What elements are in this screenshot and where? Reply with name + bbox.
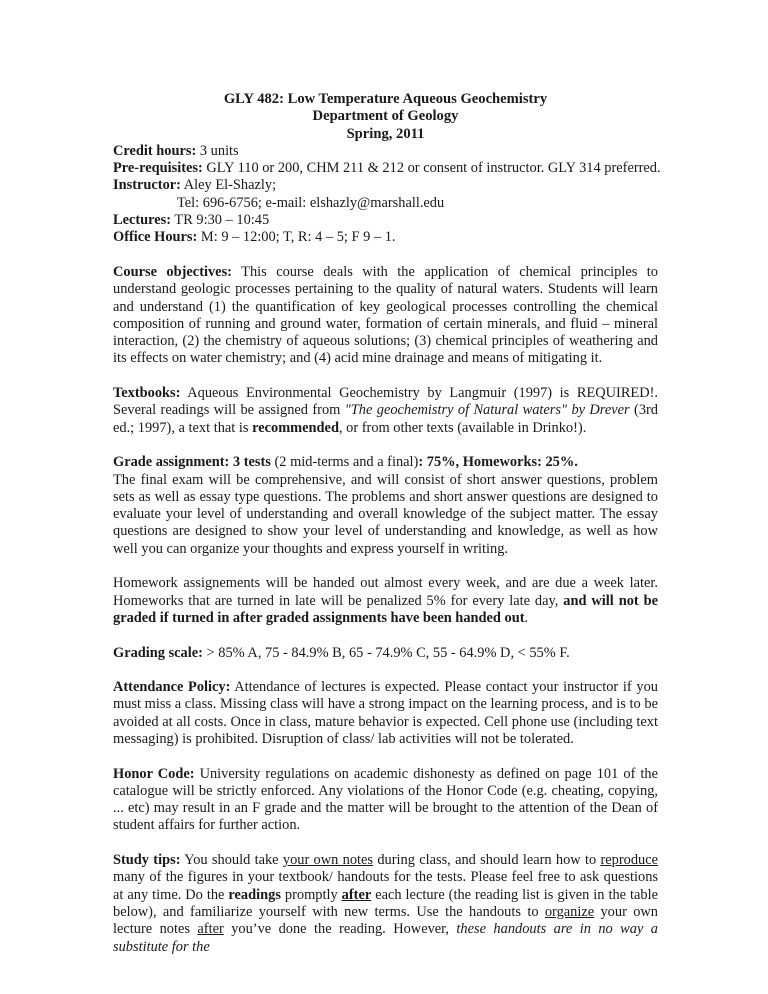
prerequisites-value: GLY 110 or 200, CHM 211 & 212 or consent of instructor. GLY 314 preferred. xyxy=(202,160,661,177)
textbooks-text-1: Aqueous Environmental Geochemistry by Langmuir (1997) is REQUIRED!. Several readings will be assigned from xyxy=(113,385,658,419)
course-info xyxy=(113,142,661,247)
prerequisites-label: Pre-requisites: xyxy=(113,160,203,177)
grading-scale-text: > 85% A, 75 - 84.9% B, 65 - 74.9% C, 55 - 64.9% D, < 55% F. xyxy=(202,644,570,661)
course-title: GLY 482: Low Temperature Aqueous Geochemistry xyxy=(223,91,548,107)
recommended-emphasis: recommended xyxy=(252,419,339,436)
course-objectives-text: This course deals with the application of chemical principles to understand geologic processes pertaining to the quality of natural waters. Students will learn and understand (1) the quantification of key geological processes controlling the chemical composition of running and ground water, formation of certain minerals, and fluid – mineral interaction, (2) the chemistry of aqueous solutions; (3) chemical principles of weathering and its effects on water chemistry; and (4) acid mine drainage and means of mitigating it. xyxy=(113,263,658,367)
homework-late-warning: and will not be graded if turned in after graded assignments have been handed out xyxy=(113,592,658,626)
instructor-contact: Tel: 696-6756; e-mail: elshazly@marshall.edu xyxy=(177,194,445,211)
study-tips-text: during class, and should learn how to xyxy=(373,852,601,869)
study-tips-text: You should take xyxy=(180,852,283,869)
course-objectives-label: Course objectives: xyxy=(113,263,232,280)
grade-assignment xyxy=(113,454,658,558)
credit-hours xyxy=(113,143,658,160)
honor-code-text: University regulations on academic dishonesty as defined on page 101 of the catalogue will be strictly enforced. Any violations of the Honor Code (e.g. cheating, copying, ... etc) may result in an F grade and the matter will be brought to the attention of the Dean of student affairs for further action. xyxy=(113,765,658,834)
instructor-label: Instructor: xyxy=(113,177,181,194)
office-hours xyxy=(113,229,658,246)
syllabus-page xyxy=(113,91,661,956)
recommended-text-title: "The geochemistry of Natural waters" by Drever xyxy=(344,402,630,419)
instructor xyxy=(113,177,658,194)
term: Spring, 2011 xyxy=(346,125,425,142)
credit-hours-value: 3 units xyxy=(196,142,239,159)
lectures-value: TR 9:30 – 10:45 xyxy=(171,212,270,229)
study-tips-text: each lecture (the reading list is given in the table below), and familiarize yourself with new terms. Use the handouts to xyxy=(113,886,658,920)
attendance-policy xyxy=(113,679,658,748)
office-hours-label: Office Hours: xyxy=(113,229,198,246)
handouts-disclaimer: these handouts are in no way a substitute for the xyxy=(113,921,658,955)
study-tips-text: you’ve done the reading. However, xyxy=(223,921,457,938)
grading-scale-label: Grading scale: xyxy=(113,644,203,661)
credit-hours-label: Credit hours: xyxy=(113,142,197,159)
textbooks-text-3: , or from other texts (available in Drinko!). xyxy=(338,419,587,436)
lectures-label: Lectures: xyxy=(113,212,172,229)
organize-emphasis: organize xyxy=(544,903,595,920)
textbooks-text-2: (3rd ed.; 1997), a text that is xyxy=(113,402,659,436)
readings-emphasis: readings xyxy=(228,886,281,903)
grade-assignment-summary xyxy=(113,454,658,471)
study-tips-text: many of the figures in your textbook/ handouts for the tests. Please feel free to ask questions at any time. Do the xyxy=(113,869,658,903)
attendance-label: Attendance Policy: xyxy=(113,679,231,696)
honor-code-label: Honor Code: xyxy=(113,765,195,782)
grade-assignment-label: Grade assignment: 3 tests xyxy=(113,454,271,471)
attendance-text: Attendance of lectures is expected. Please contact your instructor if you must miss a class. Missing class will have a strong impact on the learning process, and is to be avoided at all costs. Once in class, mature behavior is expected. Cell phone use (including text messaging) is prohibited. Disruption of class/ lab activities will not be tolerated. xyxy=(113,679,658,747)
after-emphasis: after xyxy=(341,886,372,903)
homework-end: . xyxy=(524,609,529,626)
prerequisites xyxy=(113,160,661,177)
homework-text: Homework assignements will be handed out almost every week, and are due a week later. Homeworks that are turned in late will be penalized 5% for every late day, xyxy=(113,575,658,609)
final-exam-description: The final exam will be comprehensive, and will consist of short answer questions, problem sets as well as essay type questions. The problems and short answer questions are designed to evaluate your level of understanding and overall knowledge of the subject matter. The essay questions are designed to show your level of understanding and knowledge, as well as how well you can organize your thoughts and express yourself in writing. xyxy=(113,471,658,557)
department-name: Department of Geology xyxy=(312,108,459,125)
study-tips-text: promptly xyxy=(280,886,342,903)
study-tips xyxy=(113,852,658,956)
grading-scale xyxy=(113,645,658,662)
after-reading-emphasis: after xyxy=(197,921,224,938)
course-objectives xyxy=(113,264,658,368)
own-notes-emphasis: your own notes xyxy=(282,852,374,869)
lectures xyxy=(113,212,658,229)
study-tips-label: Study tips: xyxy=(113,852,181,869)
document-header xyxy=(113,91,658,143)
instructor-value: Aley El-Shazly; xyxy=(180,177,277,194)
textbooks-label: Textbooks: xyxy=(113,385,181,402)
grade-assignment-weights: : 75%, Homeworks: 25%. xyxy=(418,454,578,471)
study-tips-text: your own lecture notes xyxy=(113,903,658,938)
office-hours-value: M: 9 – 12:00; T, R: 4 – 5; F 9 – 1. xyxy=(197,229,396,246)
grade-assignment-paren: (2 mid-terms and a final) xyxy=(270,454,419,471)
reproduce-emphasis: reproduce xyxy=(600,852,659,869)
textbooks xyxy=(113,385,658,437)
homework-policy xyxy=(113,575,658,627)
honor-code xyxy=(113,766,658,835)
